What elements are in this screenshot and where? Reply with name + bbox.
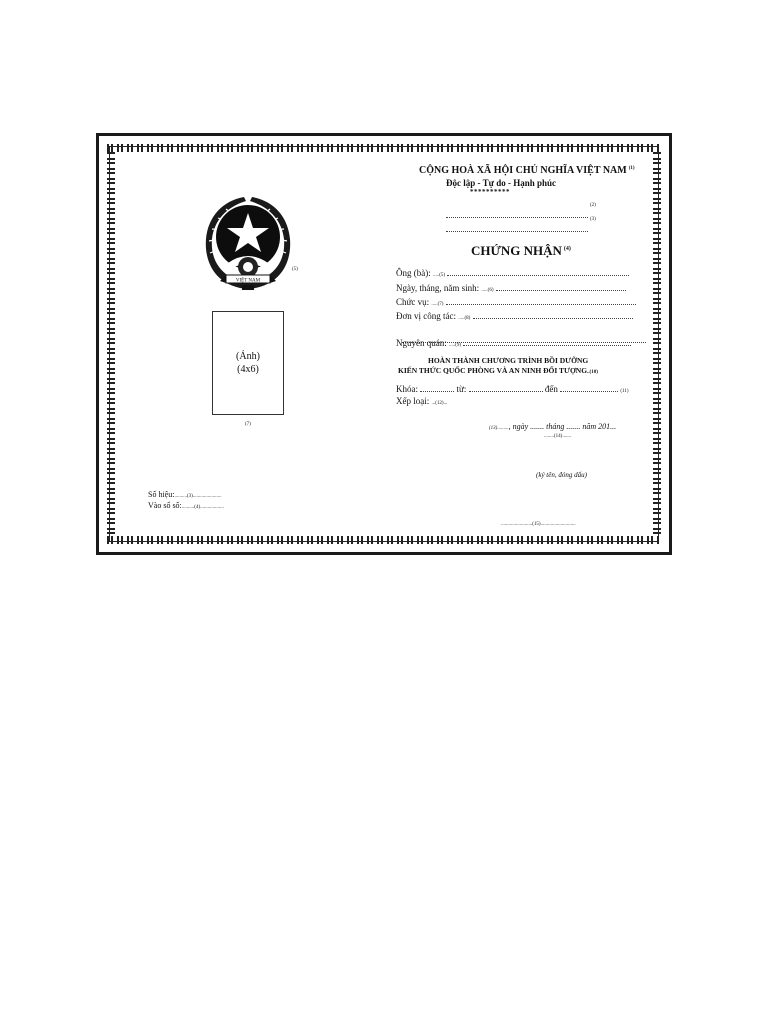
completion-line-2 <box>398 366 598 375</box>
field-name-label: Ông (bà): <box>396 268 431 278</box>
place-note: (13)......... <box>489 426 509 431</box>
field-rank-label: Xếp loại: <box>396 396 430 406</box>
field-name[interactable] <box>396 268 648 278</box>
registry-number-note: ..........(3)....................... <box>174 494 222 499</box>
signature-instruction: (ký tên, đóng dấu) <box>536 471 587 479</box>
field-hometown-note: .....(9) <box>449 343 462 348</box>
header-line-3 <box>446 219 588 237</box>
signer-title-note: ........(14)....... <box>544 434 572 439</box>
field-unit[interactable] <box>396 311 648 321</box>
field-course-label: Khóa: <box>396 384 418 394</box>
field-hometown-label: Nguyên quán: <box>396 338 447 348</box>
field-name-note: .....(5) <box>433 273 446 278</box>
field-course-from-label: từ: <box>456 384 467 394</box>
photo-placeholder[interactable] <box>212 311 284 415</box>
field-unit-note: .....(8) <box>458 316 471 321</box>
registry-book-note: ..........(4)................... <box>181 505 224 510</box>
field-position[interactable] <box>396 297 648 307</box>
field-dob[interactable] <box>396 283 648 293</box>
date-text: , ngày ....... tháng ....... năm 201... <box>508 422 617 431</box>
motto-stars: ********** <box>470 188 510 196</box>
completion-line-2-text: KIẾN THỨC QUỐC PHÒNG VÀ AN NINH ĐỐI TƯỢNG <box>398 366 588 375</box>
field-dob-label: Ngày, tháng, năm sinh: <box>396 283 480 293</box>
emblem-banner-text: VIỆT NAM <box>235 278 261 284</box>
field-unit-label: Đơn vị công tác: <box>396 311 456 321</box>
title-note: (4) <box>563 245 571 252</box>
certificate-title <box>471 243 571 259</box>
field-position-label: Chức vụ: <box>396 297 430 307</box>
photo-size: (4x6) <box>237 364 259 375</box>
state-emblem-icon <box>200 193 296 293</box>
signature-name-note[interactable]: .........................(15)............................ <box>501 522 576 527</box>
field-rank[interactable] <box>396 396 447 406</box>
motto: Độc lập - Tự do - Hạnh phúc <box>446 178 557 188</box>
field-position-note: .....(7) <box>431 302 444 307</box>
completion-line-1: HOÀN THÀNH CHƯƠNG TRÌNH BỒI DƯỠNG <box>428 356 589 365</box>
completion-note: ..(10) <box>587 370 598 375</box>
registry-book[interactable] <box>148 501 224 510</box>
certificate-title-text: CHỨNG NHẬN <box>471 243 562 258</box>
field-dob-note: .....(6) <box>481 288 494 293</box>
photo-note: (7) <box>245 422 251 427</box>
country-name-text: CỘNG HOÀ XÃ HỘI CHỦ NGHĨA VIỆT NAM <box>419 165 627 176</box>
registry-number[interactable] <box>148 490 222 499</box>
photo-label: (Ảnh) <box>236 351 260 362</box>
header-line-2-note: (2) <box>590 203 596 208</box>
field-course-to-label: đến <box>544 384 558 394</box>
field-course-note: (11) <box>620 389 629 394</box>
field-rank-note: ...(12)... <box>431 401 448 406</box>
registry-book-label: Vào sổ số: <box>148 501 182 510</box>
country-note: (1) <box>628 165 635 171</box>
field-hometown[interactable] <box>396 338 648 348</box>
emblem-note: (5) <box>292 267 298 272</box>
header-line-3-note: (3) <box>590 217 596 222</box>
field-course[interactable] <box>396 384 629 394</box>
registry-number-label: Số hiệu: <box>148 490 175 499</box>
certificate <box>96 133 672 555</box>
place-date[interactable] <box>489 422 616 431</box>
country-name <box>419 165 635 176</box>
